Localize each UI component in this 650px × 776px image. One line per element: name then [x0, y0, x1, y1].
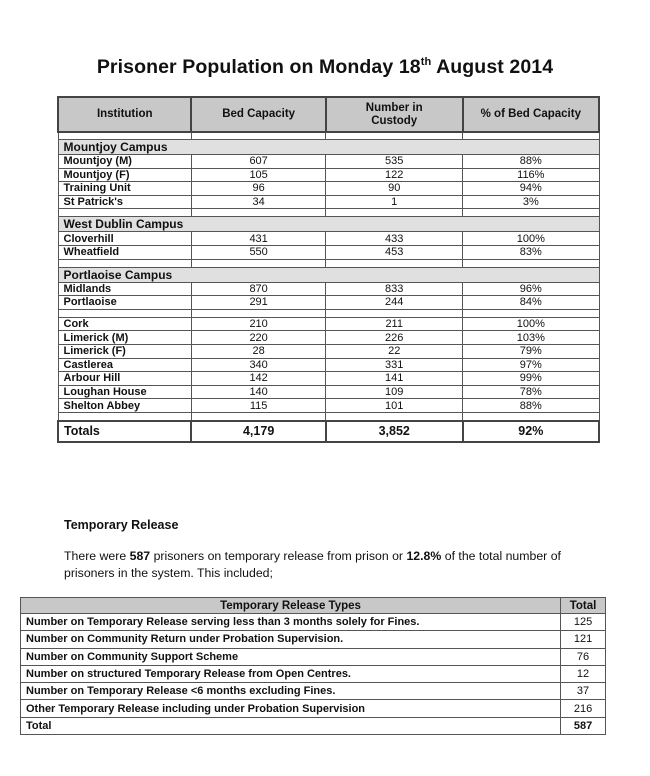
campus-row — [58, 140, 599, 155]
table-row — [58, 344, 599, 358]
para-text-1: There were — [64, 549, 130, 563]
percent-capacity-cell: 79% — [463, 344, 599, 358]
custody-cell: 244 — [326, 296, 463, 310]
header-release-types: Temporary Release Types — [21, 598, 561, 614]
bed-capacity-cell: 550 — [191, 245, 325, 259]
release-total-cell: 216 — [561, 700, 606, 717]
totals-custody: 3,852 — [326, 421, 463, 442]
percent-capacity-cell: 88% — [463, 155, 599, 169]
percent-capacity-cell: 116% — [463, 168, 599, 182]
campus-name: Mountjoy Campus — [58, 140, 599, 155]
group-spacer — [58, 309, 599, 317]
campus-row — [58, 217, 599, 232]
release-type-cell: Number on Community Return under Probation Supervision. — [21, 631, 561, 648]
temporary-release-body — [21, 598, 606, 735]
institution-cell: Arbour Hill — [58, 372, 191, 386]
table-row — [58, 168, 599, 182]
percent-capacity-cell: 3% — [463, 195, 599, 209]
header-pct-bed-capacity: % of Bed Capacity — [463, 97, 599, 132]
institution-cell: Limerick (M) — [58, 331, 191, 345]
table-row — [58, 331, 599, 345]
title-main: Prisoner Population on Monday 18 — [96, 56, 421, 78]
header-total: Total — [561, 598, 606, 614]
custody-cell: 1 — [326, 195, 463, 209]
title-tail: August 2014 — [431, 56, 554, 78]
table-row — [58, 296, 599, 310]
header-institution: Institution — [58, 97, 191, 132]
bed-capacity-cell: 340 — [191, 358, 325, 372]
table-row — [21, 648, 606, 665]
table-row — [21, 631, 606, 648]
custody-cell: 453 — [326, 245, 463, 259]
institution-cell: Loughan House — [58, 385, 191, 399]
title-superscript: th — [420, 56, 432, 68]
group-spacer — [58, 132, 599, 140]
institution-cell: Limerick (F) — [58, 344, 191, 358]
population-body — [58, 132, 599, 442]
para-release-count: 587 — [129, 549, 151, 563]
percent-capacity-cell: 96% — [463, 282, 599, 296]
table-row — [58, 155, 599, 169]
custody-cell: 433 — [326, 232, 463, 246]
bed-capacity-cell: 105 — [191, 168, 325, 182]
percent-capacity-cell: 94% — [463, 182, 599, 196]
table-row — [58, 399, 599, 413]
release-total-label: Total — [21, 717, 561, 734]
bed-capacity-cell: 210 — [191, 317, 325, 331]
bed-capacity-cell: 220 — [191, 331, 325, 345]
percent-capacity-cell: 84% — [463, 296, 599, 310]
custody-cell: 122 — [326, 168, 463, 182]
totals-percent: 92% — [463, 421, 599, 442]
table-row — [21, 700, 606, 717]
table-row — [58, 282, 599, 296]
header-bed-capacity: Bed Capacity — [191, 97, 325, 132]
percent-capacity-cell: 99% — [463, 372, 599, 386]
custody-cell: 141 — [326, 372, 463, 386]
group-spacer — [58, 209, 599, 217]
population-header-row — [58, 97, 599, 132]
table-row — [58, 245, 599, 259]
group-spacer — [58, 259, 599, 267]
bed-capacity-cell: 291 — [191, 296, 325, 310]
campus-name: Portlaoise Campus — [58, 267, 599, 282]
custody-cell: 331 — [326, 358, 463, 372]
institution-cell: Training Unit — [58, 182, 191, 196]
campus-name: West Dublin Campus — [58, 217, 599, 232]
custody-cell: 22 — [326, 344, 463, 358]
release-type-cell: Other Temporary Release including under Probation Supervision — [21, 700, 561, 717]
release-type-cell: Number on Temporary Release serving less than 3 months solely for Fines. — [21, 614, 561, 631]
temporary-release-heading: Temporary Release — [64, 518, 179, 532]
population-table — [57, 96, 600, 443]
release-total-cell: 12 — [561, 665, 606, 682]
bed-capacity-cell: 142 — [191, 372, 325, 386]
release-total-cell: 125 — [561, 614, 606, 631]
page-title — [0, 56, 650, 79]
totals-label: Totals — [58, 421, 191, 442]
table-row — [58, 232, 599, 246]
table-row — [21, 614, 606, 631]
table-row — [21, 683, 606, 700]
table-row — [58, 385, 599, 399]
custody-cell: 211 — [326, 317, 463, 331]
custody-cell: 109 — [326, 385, 463, 399]
table-row — [58, 372, 599, 386]
institution-cell: Cork — [58, 317, 191, 331]
custody-cell: 226 — [326, 331, 463, 345]
release-type-cell: Number on Community Support Scheme — [21, 648, 561, 665]
group-spacer — [58, 412, 599, 421]
table-row — [58, 317, 599, 331]
bed-capacity-cell: 607 — [191, 155, 325, 169]
table-row — [21, 665, 606, 682]
custody-cell: 535 — [326, 155, 463, 169]
campus-row — [58, 267, 599, 282]
bed-capacity-cell: 115 — [191, 399, 325, 413]
table-row — [58, 195, 599, 209]
para-release-percent: 12.8% — [406, 549, 442, 563]
institution-cell: Shelton Abbey — [58, 399, 191, 413]
para-text-2: prisoners on temporary release from prison or — [150, 549, 407, 563]
temporary-release-table — [20, 597, 606, 735]
release-type-cell: Number on Temporary Release <6 months excluding Fines. — [21, 683, 561, 700]
institution-cell: Mountjoy (F) — [58, 168, 191, 182]
totals-bed-capacity: 4,179 — [191, 421, 325, 442]
header-number-in-custody: Number in Custody — [326, 97, 463, 132]
custody-cell: 90 — [326, 182, 463, 196]
percent-capacity-cell: 97% — [463, 358, 599, 372]
bed-capacity-cell: 34 — [191, 195, 325, 209]
para-text-3: of the total number of prisoners in the system. This included; — [64, 549, 561, 580]
release-type-cell: Number on structured Temporary Release from Open Centres. — [21, 665, 561, 682]
percent-capacity-cell: 100% — [463, 317, 599, 331]
institution-cell: Cloverhill — [58, 232, 191, 246]
release-total-row — [21, 717, 606, 734]
release-total-cell: 76 — [561, 648, 606, 665]
bed-capacity-cell: 140 — [191, 385, 325, 399]
institution-cell: Wheatfield — [58, 245, 191, 259]
institution-cell: Midlands — [58, 282, 191, 296]
institution-cell: Portlaoise — [58, 296, 191, 310]
release-total-cell: 121 — [561, 631, 606, 648]
bed-capacity-cell: 870 — [191, 282, 325, 296]
temporary-release-header-row — [21, 598, 606, 614]
release-total-value: 587 — [561, 717, 606, 734]
percent-capacity-cell: 88% — [463, 399, 599, 413]
institution-cell: Mountjoy (M) — [58, 155, 191, 169]
percent-capacity-cell: 83% — [463, 245, 599, 259]
bed-capacity-cell: 96 — [191, 182, 325, 196]
institution-cell: St Patrick's — [58, 195, 191, 209]
release-total-cell: 37 — [561, 683, 606, 700]
table-row — [58, 182, 599, 196]
bed-capacity-cell: 431 — [191, 232, 325, 246]
bed-capacity-cell: 28 — [191, 344, 325, 358]
institution-cell: Castlerea — [58, 358, 191, 372]
table-row — [58, 358, 599, 372]
custody-cell: 101 — [326, 399, 463, 413]
custody-cell: 833 — [326, 282, 463, 296]
totals-row — [58, 421, 599, 442]
percent-capacity-cell: 103% — [463, 331, 599, 345]
percent-capacity-cell: 100% — [463, 232, 599, 246]
percent-capacity-cell: 78% — [463, 385, 599, 399]
temporary-release-paragraph — [64, 548, 584, 582]
